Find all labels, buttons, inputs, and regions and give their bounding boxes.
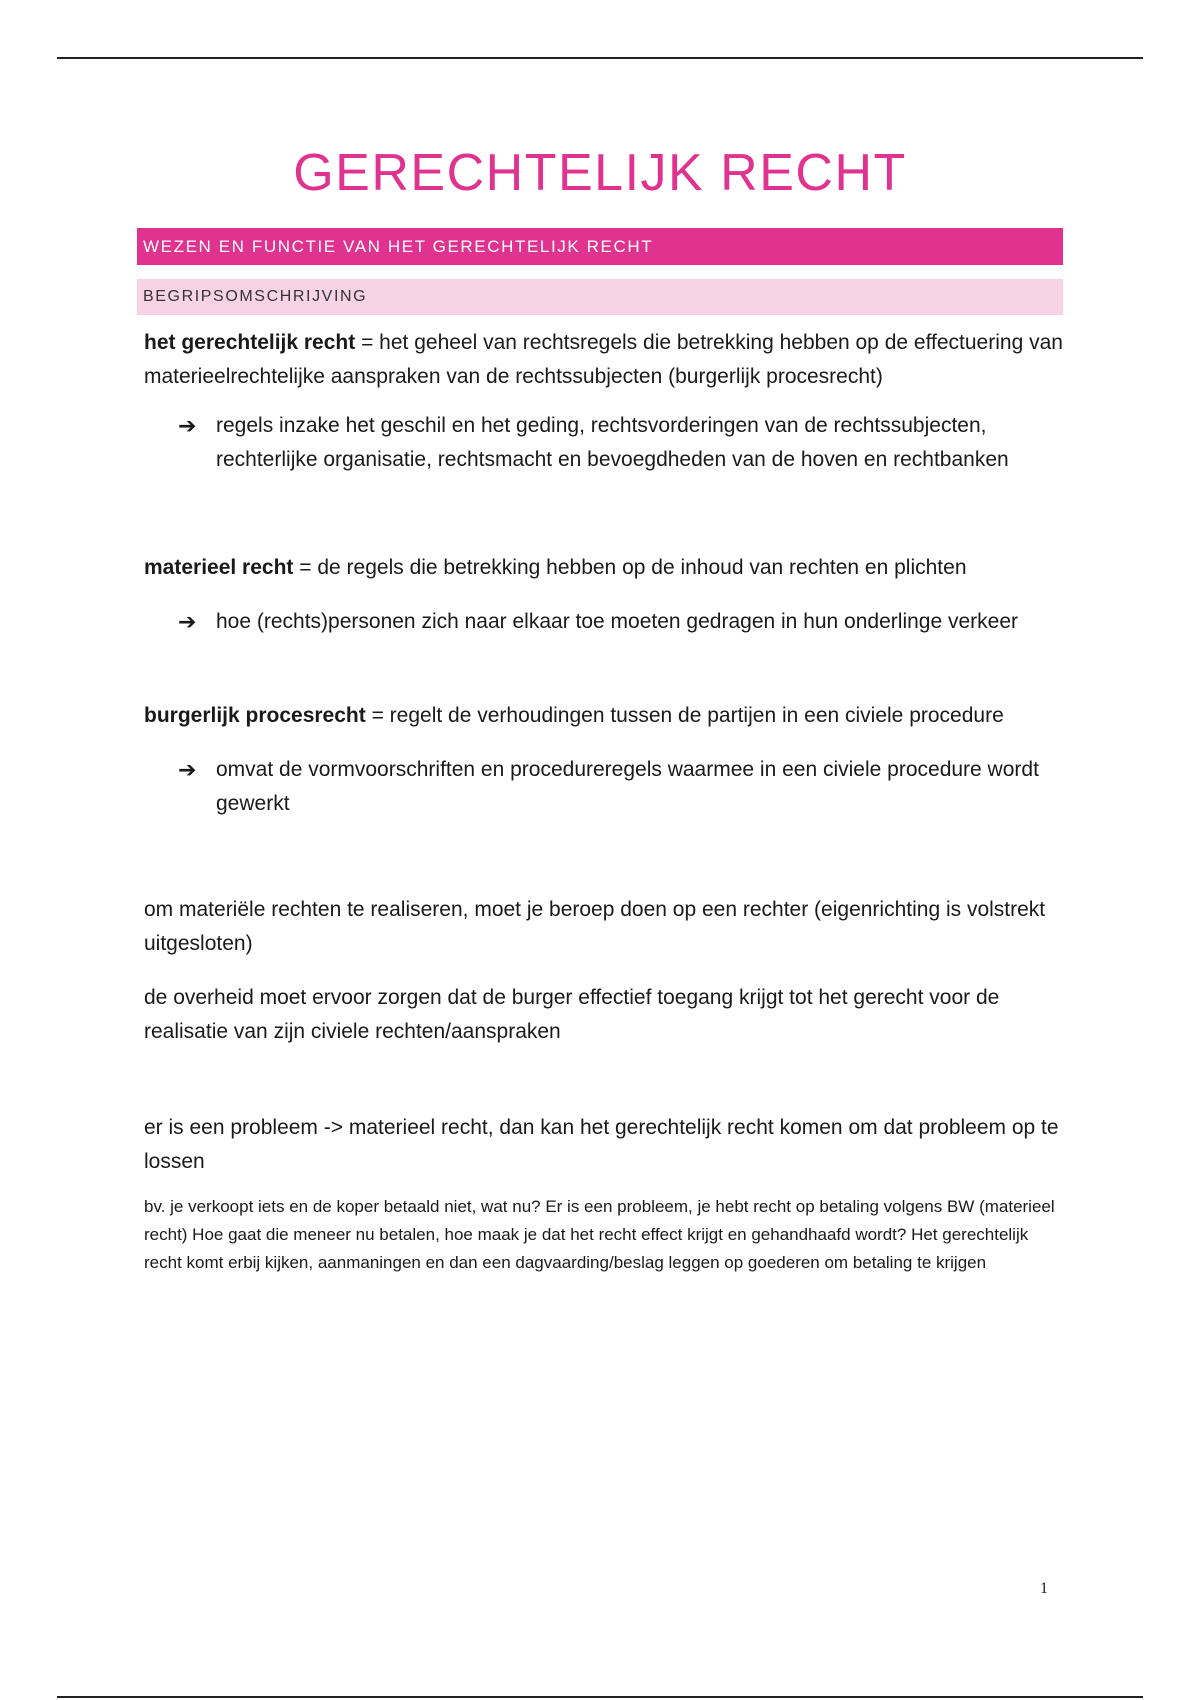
right-arrow-icon: ➔ — [178, 413, 197, 438]
right-arrow-icon: ➔ — [178, 609, 197, 634]
body-paragraph: de overheid moet ervoor zorgen dat de burger effectief toegang krijgt tot het gerecht voor de realisatie van zijn civiele rechten/aanspraken — [144, 986, 1000, 1043]
document-body — [137, 140, 1063, 1277]
definition-paragraph — [144, 551, 1064, 585]
bullet-item — [178, 409, 1066, 477]
header-rule — [57, 57, 1143, 59]
bullet-item — [178, 753, 1066, 821]
bullet-text: hoe (rechts)personen zich naar elkaar toe moeten gedragen in hun onderlinge verkeer — [216, 610, 1018, 633]
bullet-item — [178, 605, 1066, 639]
heading-1: WEZEN EN FUNCTIE VAN HET GERECHTELIJK RECHT — [137, 228, 1063, 265]
definition-text: = het geheel van rechtsregels die betrekking hebben op de effectuering van materieelrechtelijke aanspraken van de rechtssubjecten (burgerlijk procesrecht) — [144, 331, 1063, 388]
right-arrow-icon: ➔ — [178, 757, 197, 782]
definition-text: = de regels die betrekking hebben op de inhoud van rechten en plichten — [293, 556, 967, 579]
body-paragraph: om materiële rechten te realiseren, moet je beroep doen op een rechter (eigenrichting is volstrekt uitgesloten) — [144, 898, 1046, 955]
body-paragraph: er is een probleem -> materieel recht, dan kan het gerechtelijk recht komen om dat probleem op te lossen — [144, 1116, 1059, 1173]
definition-text: = regelt de verhoudingen tussen de partijen in een civiele procedure — [365, 704, 1004, 727]
footer-rule — [57, 1696, 1143, 1698]
bullet-text: regels inzake het geschil en het geding, rechtsvorderingen van de rechtssubjecten, rechterlijke organisatie, rechtsmacht en bevoegdheden van de hoven en rechtbanken — [216, 414, 1009, 471]
definition-term: burgerlijk procesrecht — [144, 704, 366, 727]
definition-term: het gerechtelijk recht — [144, 331, 356, 354]
document-title: GERECHTELIJK RECHT — [293, 144, 907, 202]
page-number: 1 — [1040, 1580, 1048, 1597]
definition-paragraph — [144, 699, 1064, 733]
definition-term: materieel recht — [144, 556, 294, 579]
heading-2: BEGRIPSOMSCHRIJVING — [137, 279, 1063, 315]
definition-paragraph — [144, 326, 1064, 394]
example-paragraph: bv. je verkoopt iets en de koper betaald niet, wat nu? Er is een probleem, je hebt recht op betaling volgens BW (materieel recht) Hoe gaat die meneer nu betalen, hoe maak je dat het recht effect krijgt en gehandhaafd wordt? Het gerechtelijk recht komt erbij kijken, aanmaningen en dan een dagvaarding/beslag leggen op goederen om betaling te krijgen — [144, 1197, 1055, 1272]
bullet-text: omvat de vormvoorschriften en procedureregels waarmee in een civiele procedure wordt gewerkt — [216, 758, 1039, 815]
